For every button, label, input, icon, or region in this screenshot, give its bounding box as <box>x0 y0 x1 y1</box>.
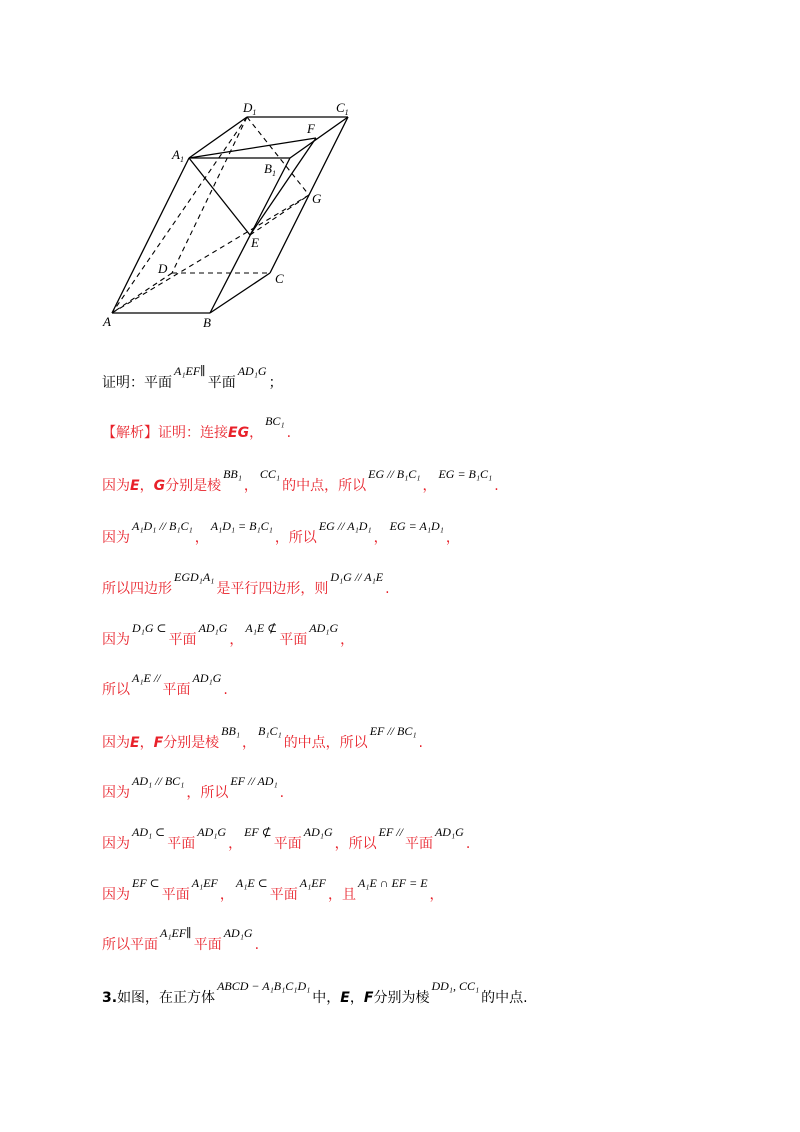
math-expression: EF // <box>378 825 403 839</box>
text-segment: 是平行四边形，则 <box>216 581 329 597</box>
math-expression: EG = B₁C₁ <box>438 467 493 481</box>
edge-b1b <box>210 158 290 313</box>
point-name: EG <box>228 425 250 441</box>
label-a1: $A_1$ <box>172 147 184 164</box>
label-a: A <box>103 314 111 329</box>
text-segment: . <box>385 581 390 597</box>
math-expression: A₁EF∥ <box>174 364 206 378</box>
text-segment: 分别是棱 <box>163 735 220 751</box>
math-expression: BC₁ <box>265 414 285 428</box>
text-segment: 的中点. <box>481 990 528 1006</box>
math-expression: AD₁G <box>192 671 222 685</box>
text-segment: 平面 <box>168 632 197 648</box>
text-segment: 平面 <box>273 836 302 852</box>
math-expression: A₁E ∩ EF = E <box>357 876 428 890</box>
math-expression: EG = A₁D₁ <box>389 519 444 533</box>
text-segment: ， <box>429 887 444 903</box>
proof-step-2 <box>102 519 460 548</box>
text-segment: ， <box>445 530 460 546</box>
text-segment: . <box>286 425 292 441</box>
proof-step-6 <box>102 724 423 753</box>
proof-conclusion <box>102 926 260 955</box>
text-segment: 【解析】证明：连接 <box>102 425 228 441</box>
math-expression: A₁E ⊄ <box>245 621 278 635</box>
edge-d1d-hidden <box>172 117 247 273</box>
math-expression: A₁D₁ // B₁C₁ <box>132 519 193 533</box>
math-expression: A₁D₁ = B₁C₁ <box>210 519 273 533</box>
proof-step-5 <box>102 671 228 700</box>
math-expression: A₁E // <box>132 671 161 685</box>
proof-step-4 <box>102 621 355 650</box>
text-segment: 的中点，所以 <box>283 735 368 751</box>
point-name: F <box>363 990 374 1006</box>
point-name: E <box>130 735 140 751</box>
math-expression: A₁EF∥ <box>160 926 192 940</box>
text-segment: ， <box>139 478 154 494</box>
segment-fe <box>250 138 316 235</box>
text-segment: 因为 <box>102 785 130 801</box>
text-segment: 所以平面 <box>102 937 158 953</box>
proof-step-9 <box>102 876 444 905</box>
text-segment: 因为 <box>102 836 130 852</box>
text-segment: ， <box>422 478 437 494</box>
text-segment: 平面 <box>404 836 433 852</box>
text-segment: 平面 <box>207 375 236 391</box>
text-segment: ， <box>219 887 234 903</box>
text-segment: 如图，在正方体 <box>117 990 216 1006</box>
label-c1: $C_1$ <box>336 100 349 117</box>
point-name: F <box>153 735 164 751</box>
math-expression: B₁C₁ <box>258 724 282 738</box>
text-segment: 平面 <box>161 887 190 903</box>
text-segment: 中， <box>312 990 341 1006</box>
text-segment: 所以四边形 <box>102 581 172 597</box>
math-expression: AD₁G <box>223 926 253 940</box>
text-segment: 分别为棱 <box>373 990 430 1006</box>
math-expression: AD₁ // BC₁ <box>132 774 185 788</box>
parallelepiped-figure <box>100 95 349 335</box>
text-segment: ， <box>139 735 154 751</box>
problem-number: 3. <box>102 990 118 1006</box>
math-expression: EF // BC₁ <box>369 724 417 738</box>
math-expression: EG // A₁D₁ <box>318 519 372 533</box>
text-segment: 平面 <box>162 682 191 698</box>
label-e: E <box>251 235 259 250</box>
text-segment: ； <box>268 375 283 391</box>
math-expression: A₁EF <box>191 876 218 890</box>
text-segment: ， <box>243 478 258 494</box>
text-segment: ， <box>249 425 264 441</box>
text-segment: 平面 <box>279 632 308 648</box>
proof-goal <box>102 364 283 393</box>
label-g: G <box>312 191 322 206</box>
text-segment: ， <box>373 530 388 546</box>
edge-b1c1 <box>290 117 348 158</box>
text-segment: ， <box>194 530 209 546</box>
math-expression: EF // AD₁ <box>230 774 278 788</box>
segment-d1g-hidden <box>247 117 309 195</box>
math-expression: EF ⊂ <box>132 876 160 890</box>
text-segment: 平面 <box>269 887 298 903</box>
math-expression: A₁EF <box>299 876 326 890</box>
text-segment: 平面 <box>167 836 196 852</box>
label-c: C <box>275 271 284 286</box>
math-expression: BB₁ <box>223 467 242 481</box>
math-expression: AD₁G <box>309 621 339 635</box>
text-segment: ， <box>349 990 364 1006</box>
text-segment: 因为 <box>102 530 130 546</box>
text-segment: 分别是棱 <box>165 478 222 494</box>
text-segment: ，所以 <box>186 785 229 801</box>
parallelepiped-diagram <box>100 95 349 335</box>
text-segment: . <box>494 478 499 494</box>
math-expression: EGD₁A₁ <box>174 570 215 584</box>
text-segment: . <box>254 937 260 953</box>
math-expression: BB₁ <box>221 724 240 738</box>
edge-bc <box>210 273 270 313</box>
text-segment: 因为 <box>102 735 130 751</box>
math-expression: CC₁ <box>259 467 281 481</box>
math-expression: AD₁G <box>198 621 228 635</box>
point-name: G <box>153 478 166 494</box>
math-expression: AD₁G <box>197 825 227 839</box>
math-expression: EF ⊄ <box>244 825 272 839</box>
text-segment: 因为 <box>102 887 130 903</box>
proof-step-7 <box>102 774 285 803</box>
label-d1: $D_1$ <box>243 100 257 117</box>
segment-a1f <box>189 138 316 158</box>
text-segment: 的中点，所以 <box>282 478 367 494</box>
segment-a1e <box>189 158 250 235</box>
math-expression: AD₁G <box>434 825 464 839</box>
text-segment: ， <box>228 836 243 852</box>
label-b: B <box>203 315 211 330</box>
edge-d1a1 <box>189 117 247 158</box>
text-segment: ，所以 <box>274 530 317 546</box>
analysis-heading <box>102 414 292 443</box>
point-name: E <box>340 990 350 1006</box>
text-segment: 证明：平面 <box>102 375 172 391</box>
label-f: F <box>307 121 315 136</box>
proof-step-1 <box>102 467 499 496</box>
text-segment: . <box>223 682 228 698</box>
text-segment: ，且 <box>327 887 356 903</box>
proof-step-3 <box>102 570 390 599</box>
text-segment: ， <box>340 632 355 648</box>
math-expression: AD₁G <box>303 825 333 839</box>
edge-a1a <box>112 158 189 313</box>
math-expression: A₁E ⊂ <box>235 876 268 890</box>
point-name: E <box>130 478 140 494</box>
text-segment: 所以 <box>102 682 130 698</box>
math-expression: D₁G ⊂ <box>132 621 167 635</box>
segment-eg-hidden <box>250 195 309 235</box>
math-expression: AD₁G <box>237 364 267 378</box>
text-segment: 平面 <box>193 937 222 953</box>
math-expression: D₁G // A₁E <box>330 570 384 584</box>
text-segment: ， <box>242 735 256 751</box>
math-expression: AD₁ ⊂ <box>132 825 166 839</box>
problem-3 <box>102 979 528 1008</box>
math-expression: EG // B₁C₁ <box>368 467 421 481</box>
text-segment: 因为 <box>102 632 130 648</box>
proof-step-8 <box>102 825 471 854</box>
text-segment: ，所以 <box>334 836 377 852</box>
text-segment: ， <box>229 632 244 648</box>
label-b1: $B_1$ <box>264 161 276 178</box>
math-expression: DD₁, CC₁ <box>431 979 480 993</box>
text-segment: . <box>465 836 471 852</box>
text-segment: . <box>418 735 423 751</box>
label-d: D <box>158 261 168 276</box>
text-segment: . <box>279 785 285 801</box>
text-segment: 因为 <box>102 478 130 494</box>
math-expression: ABCD − A₁B₁C₁D₁ <box>217 979 311 993</box>
